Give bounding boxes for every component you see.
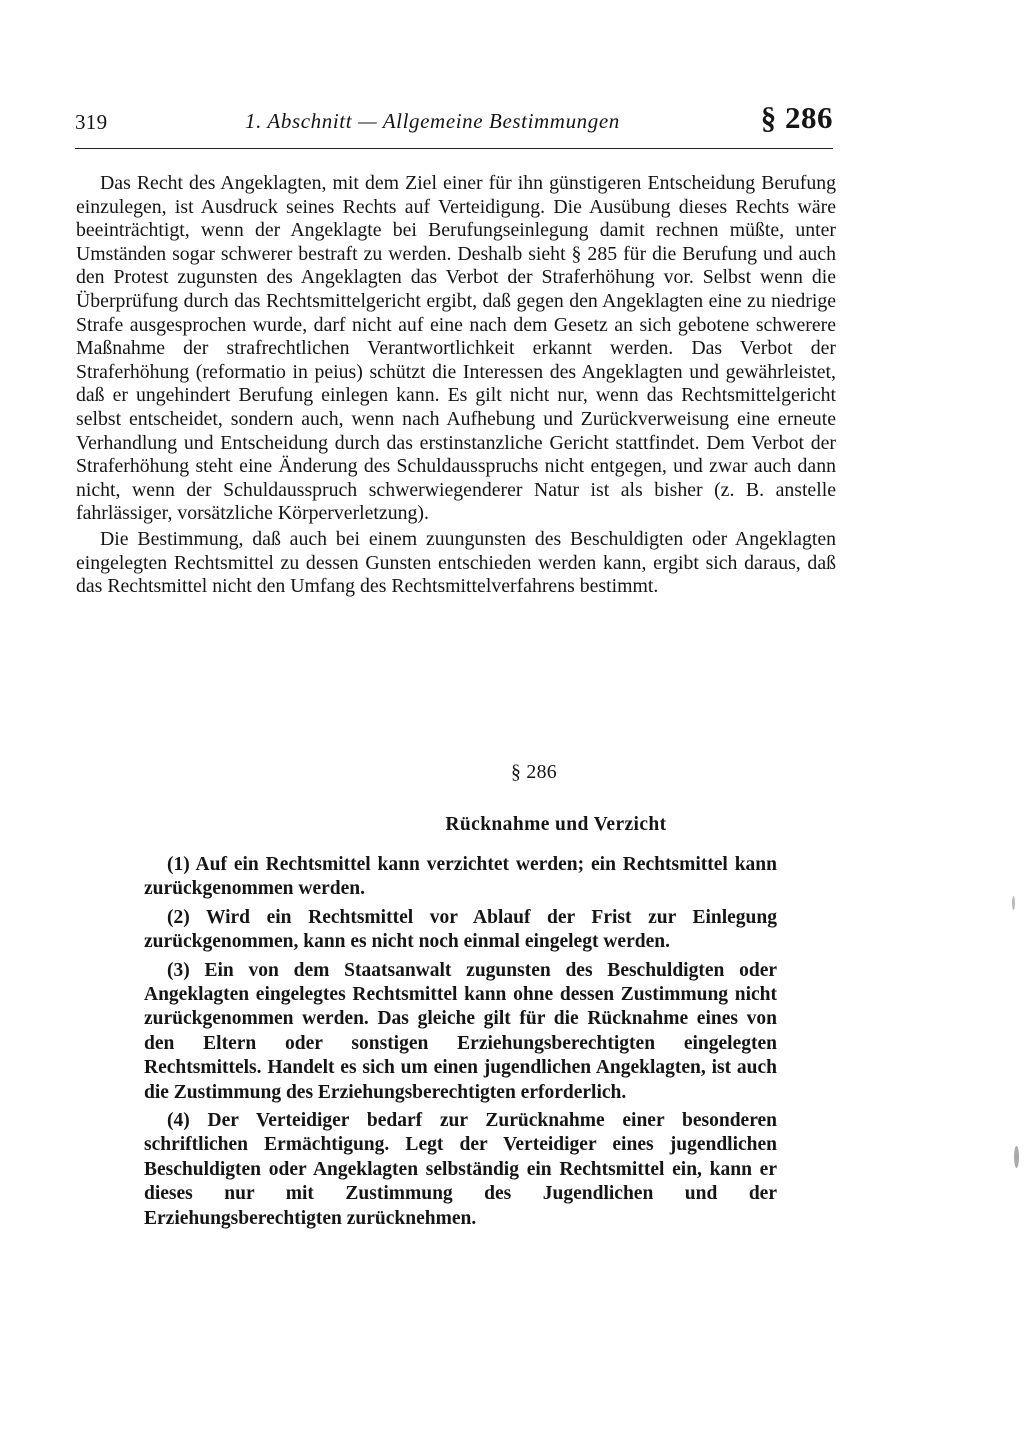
commentary-text	[76, 172, 836, 601]
law-clause: (1) Auf ein Rechtsmittel kann verzichtet werden; ein Rechtsmittel kann zurückgenommen werden.	[144, 854, 777, 900]
scan-speck	[1012, 896, 1015, 910]
paragraph-heading: § 286	[510, 761, 557, 783]
paragraph-subtitle: Rücknahme und Verzicht	[445, 814, 667, 835]
running-header	[75, 98, 833, 149]
commentary-paragraph: Die Bestimmung, daß auch bei einem zuungunsten des Beschuldigten oder Angeklagten eingelegten Rechtsmittel zu dessen Gunsten entschieden werden kann, ergibt sich daraus, daß das Rechtsmittel nicht den Umfang des Rechtsmittelverfahrens bestimmt.	[76, 527, 836, 598]
page-number: 319	[75, 110, 108, 134]
scan-speck	[1014, 1146, 1019, 1168]
law-clause: (2) Wird ein Rechtsmittel vor Ablauf der Frist zur Einlegung zurückgenommen, kann es nicht noch einmal eingelegt werden.	[144, 906, 777, 953]
law-clause: (4) Der Verteidiger bedarf zur Zurücknahme einer besonderen schriftlichen Ermächtigung. Legt der Verteidiger eines jugendlichen Beschuldigten oder Angeklagten selbständig ein Rechtsmittel ein, kann er dieses nur mit Zustimmung des Jugendlichen und der Erziehungsberechtigten zurücknehmen.	[144, 1110, 777, 1229]
law-clause: (3) Ein von dem Staatsanwalt zugunsten des Beschuldigten oder Angeklagten eingelegtes Rechtsmittel kann ohne dessen Zustimmung nicht zurückgenommen werden. Das gleiche gilt für die Rücknahme eines von den Eltern oder sonstigen Erziehungsberechtigten eingelegten Rechtsmittels. Handelt es sich um einen jugendlichen Angeklagten, ist auch die Zustimmung des Erziehungsberechtigten erforderlich.	[144, 959, 777, 1103]
commentary-paragraph: Das Recht des Angeklagten, mit dem Ziel einer für ihn günstigeren Entscheidung Berufung einzulegen, ist Ausdruck seines Rechts auf Verteidigung. Die Ausübung dieses Rechts wäre beeinträchtigt, wenn der Angeklagte bei Berufungseinlegung damit rechnen müßte, unter Umständen sogar schwerer bestraft zu werden. Deshalb sieht § 285 für die Berufung und auch den Protest zugunsten des Angeklagten das Verbot der Straferhöhung vor. Selbst wenn die Überprüfung durch das Rechtsmittelgericht ergibt, daß gegen den Angeklagten eine zu niedrige Strafe ausgesprochen wurde, darf nicht auf eine nach dem Gesetz an sich gebotene schwerere Maßnahme der strafrechtlichen Verantwortlichkeit erkannt werden. Das Verbot der Straferhöhung (reformatio in peius) schützt die Interessen des Angeklagten und gewährleistet, daß er ungehindert Berufung einlegen kann. Es gilt nicht nur, wenn das Rechtsmittelgericht selbst entscheidet, sondern auch, wenn nach Aufhebung und Zurückverweisung eine erneute Verhandlung und Entscheidung durch das erstinstanzliche Gericht stattfindet. Dem Verbot der Straferhöhung steht eine Änderung des Schuldausspruchs nicht entgegen, und zwar auch dann nicht, wenn der Schuldausspruch schwerwiegenderer Natur ist als bisher (z. B. anstelle fahrlässiger, vorsätzliche Körperverletzung).	[76, 172, 836, 525]
section-mark: § 286	[760, 100, 833, 135]
section-title: 1. Abschnitt — Allgemeine Bestimmungen	[245, 109, 620, 133]
law-text	[144, 853, 777, 1235]
